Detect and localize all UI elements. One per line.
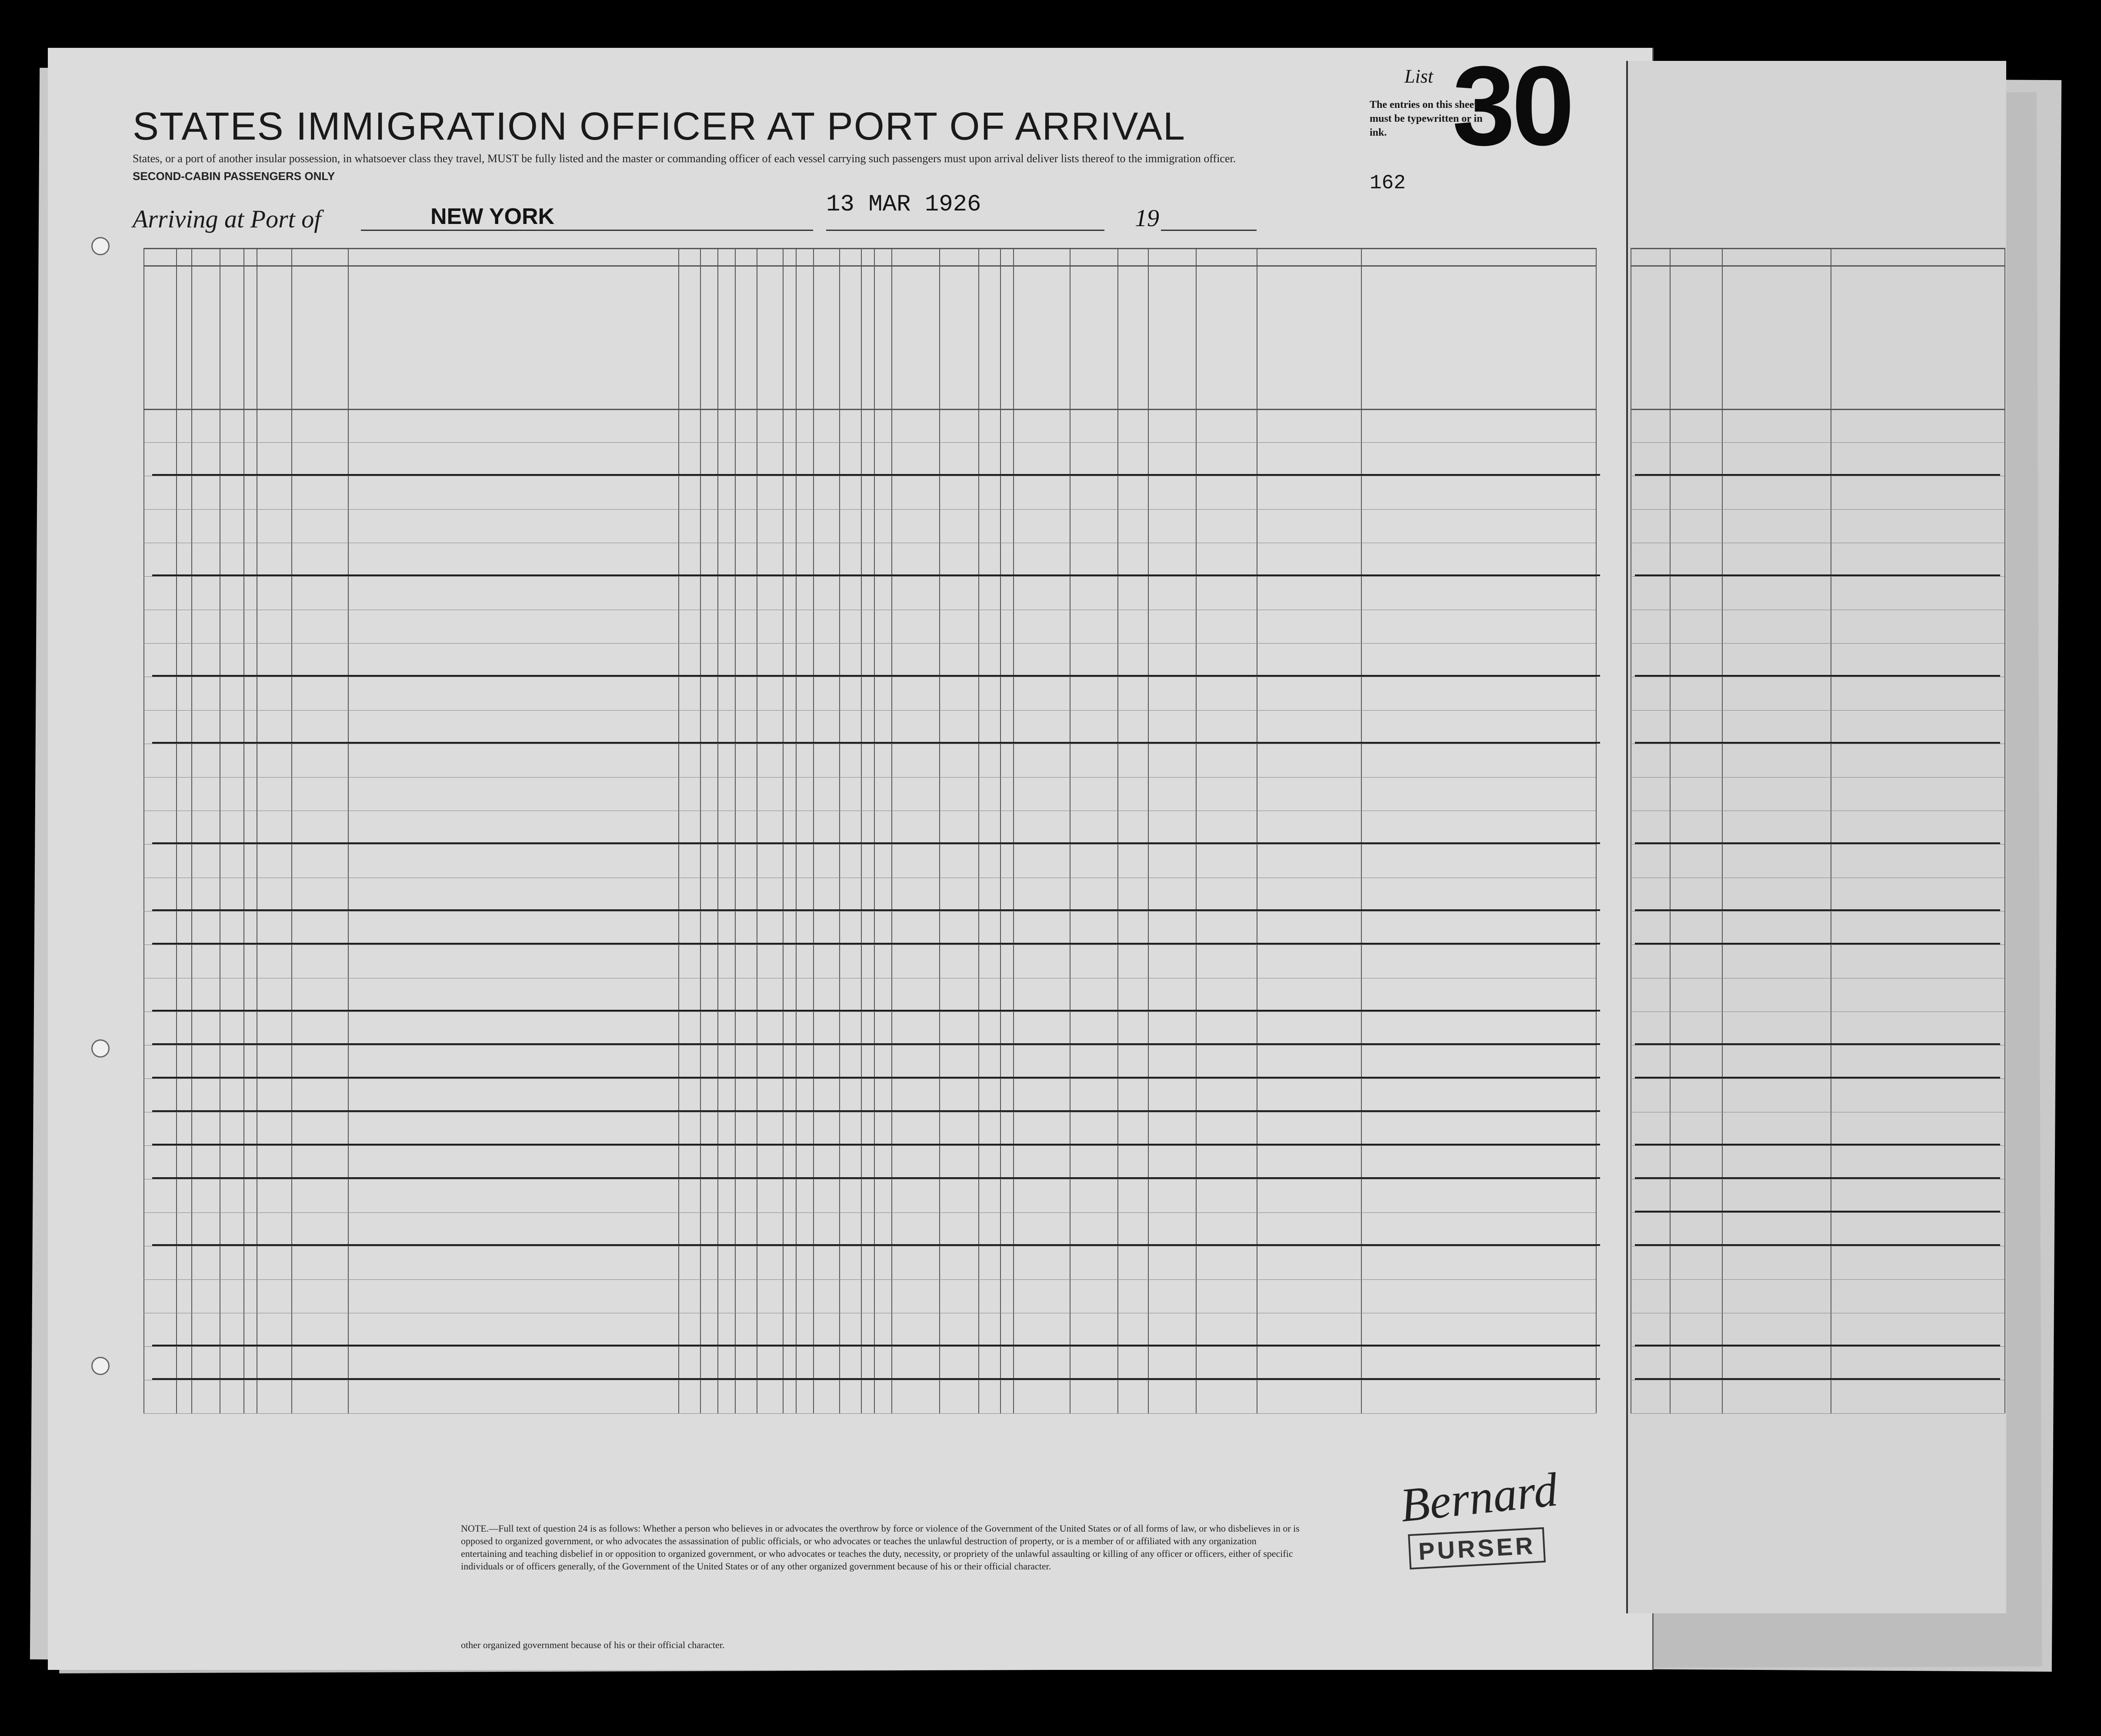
table-row <box>143 476 1596 509</box>
table-row <box>143 1145 1596 1179</box>
page-subtitle: States, or a port of another insular possession, in whatsoever class they travel, MUST be fully listed and the master or commanding officer of each vessel carrying such passengers must upon arrival deliver lists thereof to the immigration officer. <box>133 152 1236 165</box>
table-row <box>143 710 1596 744</box>
table-row <box>143 777 1596 811</box>
strike-line <box>1635 842 2000 844</box>
column-rule <box>1722 248 1723 1413</box>
purser-stamp: PURSER <box>1408 1527 1546 1569</box>
strike-line <box>1635 1043 2000 1045</box>
table-row <box>143 945 1596 978</box>
table-rule <box>1631 265 2004 267</box>
column-rule <box>1670 248 1671 1413</box>
row-rule <box>1631 1346 2004 1347</box>
stamp-number: 162 <box>1370 172 1406 194</box>
table-row <box>143 744 1596 777</box>
strike-line <box>1635 1077 2000 1078</box>
strike-line <box>1635 742 2000 744</box>
strike-line <box>1635 474 2000 476</box>
strike-line <box>1635 574 2000 576</box>
table-row <box>143 677 1596 710</box>
table-row <box>143 409 1596 442</box>
punch-hole-icon <box>91 1039 110 1058</box>
year-prefix: 19 <box>1135 205 1159 232</box>
list-number: 30 <box>1452 43 1571 169</box>
table-row <box>143 1112 1596 1145</box>
strike-line <box>1635 1211 2000 1212</box>
table-row <box>143 1212 1596 1246</box>
row-rule <box>1631 777 2004 778</box>
table-row <box>143 1012 1596 1045</box>
table-row <box>143 878 1596 911</box>
table-row <box>143 1045 1596 1078</box>
table-row <box>143 811 1596 844</box>
row-rule <box>1631 1212 2004 1213</box>
table-row <box>143 1313 1596 1346</box>
table-row <box>143 442 1596 476</box>
strike-line <box>1635 943 2000 945</box>
row-rule <box>1631 1145 2004 1146</box>
column-rule <box>2004 248 2005 1413</box>
strike-line <box>1635 1345 2000 1346</box>
table-row <box>143 978 1596 1012</box>
table-rule <box>143 265 1596 267</box>
row-rule <box>1631 1078 2004 1079</box>
table-row <box>143 1246 1596 1279</box>
table-row <box>143 911 1596 945</box>
row-rule <box>143 1413 1596 1414</box>
table-row <box>143 844 1596 878</box>
row-rule <box>1631 509 2004 510</box>
port-underline <box>361 230 813 231</box>
cabin-class: SECOND-CABIN PASSENGERS ONLY <box>133 170 335 183</box>
strike-line <box>1635 1144 2000 1145</box>
arrival-date-stamp: 13 MAR 1926 <box>826 191 981 218</box>
list-label: List <box>1404 66 1434 87</box>
row-rule <box>1631 844 2004 845</box>
punch-hole-icon <box>91 237 110 255</box>
punch-hole-icon <box>91 1357 110 1375</box>
strike-line <box>1635 1378 2000 1380</box>
table-row <box>143 610 1596 643</box>
table-rule <box>1631 409 2004 410</box>
row-rule <box>1631 442 2004 443</box>
footnote-continuation: other organized government because of his or their official character. <box>461 1639 725 1650</box>
port-name: NEW YORK <box>430 204 555 229</box>
table-row <box>143 643 1596 677</box>
row-rule <box>1631 576 2004 577</box>
row-rule <box>1631 710 2004 711</box>
table-rule <box>143 248 1596 249</box>
strike-line <box>1635 1177 2000 1179</box>
arriving-label: Arriving at Port of <box>133 205 321 233</box>
strike-line <box>1635 909 2000 911</box>
visa-sheet <box>1626 61 2006 1613</box>
table-row <box>143 1078 1596 1112</box>
row-rule <box>1631 1413 2004 1414</box>
table-row <box>143 1380 1596 1413</box>
page-title: STATES IMMIGRATION OFFICER AT PORT OF ARRIVAL <box>133 105 1186 148</box>
column-rule <box>1596 248 1597 1413</box>
signature-icon: Bernard <box>1397 1462 1560 1532</box>
table-row <box>143 509 1596 543</box>
table-row <box>143 1179 1596 1212</box>
table-row <box>143 576 1596 610</box>
list-note: The entries on this sheet must be typewritten or in ink. <box>1370 99 1483 138</box>
strike-line <box>1635 1244 2000 1246</box>
table-row <box>143 1279 1596 1313</box>
row-rule <box>1631 643 2004 644</box>
table-row <box>143 1346 1596 1380</box>
year-underline <box>1161 230 1257 231</box>
table-rule <box>1631 248 2004 249</box>
row-rule <box>1631 1279 2004 1280</box>
table-row <box>143 543 1596 576</box>
date-underline <box>826 230 1104 231</box>
strike-line <box>1635 675 2000 677</box>
footnote: NOTE.—Full text of question 24 is as follows: Whether a person who believes in or advocates the overthrow by force or violence of the Government of the United States or of all forms of law, or who disbelieves in or is opposed to organized government, or who advocates the assassination of public officials, or who advocates or teaches the unlawful destruction of property, or is a member of or affiliated with any organization entertaining and teaching disbelief in or opposition to organized government, or who advocates or teaches the duty, necessity, or propriety of the unlawful assaulting or killing of any officer or officers, either of specific individuals or of officers generally, of the Government of the United States or of any other organized government because of his or their official character. <box>461 1523 1300 1572</box>
